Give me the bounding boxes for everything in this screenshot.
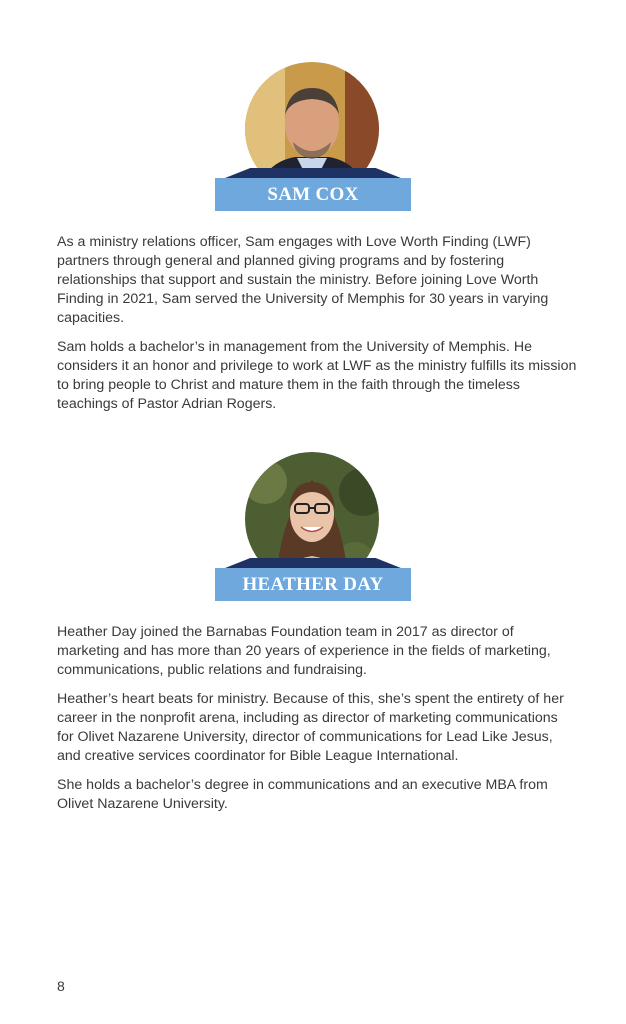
profile-bio-heather-day [57, 623, 577, 824]
page-number: 8 [57, 978, 65, 994]
profile-bio-sam-cox [57, 233, 577, 424]
profile-name: HEATHER DAY [215, 568, 411, 601]
bio-paragraph: Sam holds a bachelor’s in management from the University of Memphis. He considers it an honor and privilege to work at LWF as the ministry fulfills its mission to bring people to Christ and mature them in the faith through the timeless teachings of Pastor Adrian Rogers. [57, 339, 577, 412]
bio-paragraph: Heather’s heart beats for ministry. Because of this, she’s spent the entirety of her career in the nonprofit arena, including as director of marketing communications for Olivet Nazarene University, director of communications for Lead Like Jesus, and creative services coordinator for Bible League International. [57, 691, 564, 764]
bio-paragraph: Heather Day joined the Barnabas Foundation team in 2017 as director of marketing and has more than 20 years of experience in the fields of marketing, communications, public relations and fundraising. [57, 624, 551, 678]
bio-paragraph: She holds a bachelor’s degree in communications and an executive MBA from Olivet Nazarene University. [57, 777, 548, 812]
profile-name: SAM COX [215, 178, 411, 211]
bio-paragraph: As a ministry relations officer, Sam engages with Love Worth Finding (LWF) partners through general and planned giving programs and by fostering relationships that support and sustain the ministry. Before joining Love Worth Finding in 2021, Sam served the University of Memphis for 30 years in varying capacities. [57, 234, 549, 326]
